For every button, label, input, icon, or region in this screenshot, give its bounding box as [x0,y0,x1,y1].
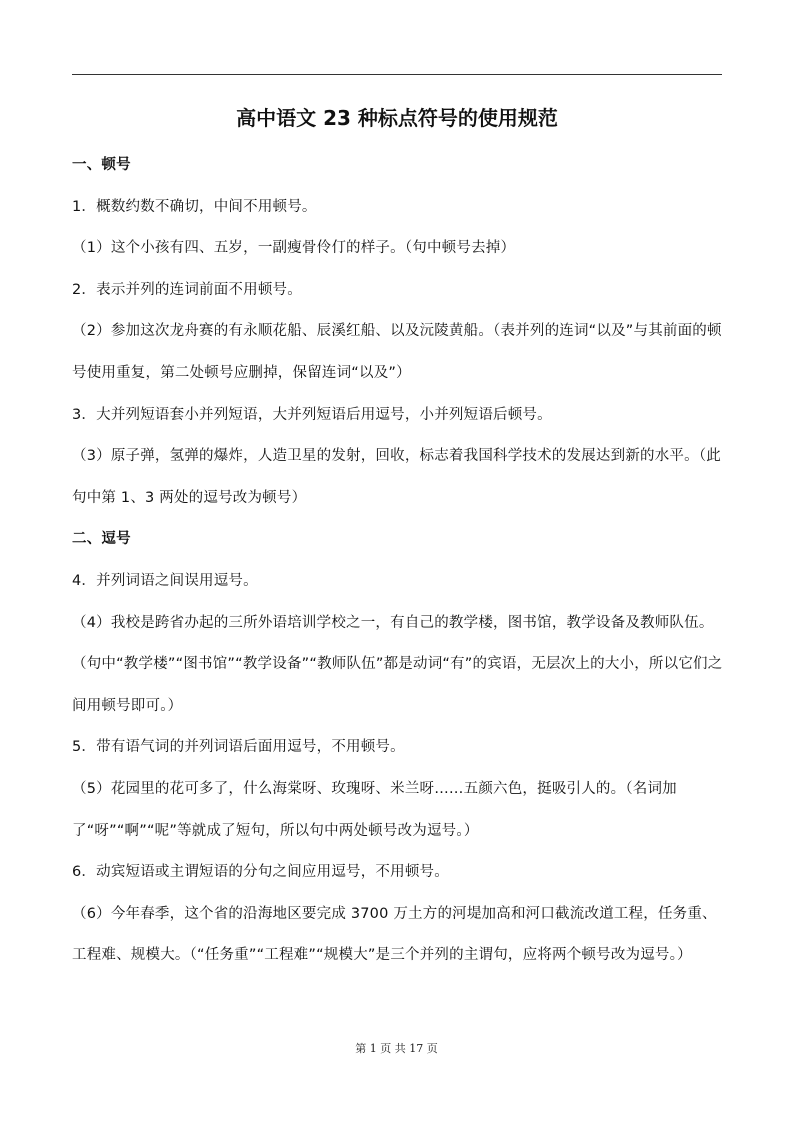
section-heading-dunhao: 一、顿号 [72,157,131,173]
example-item-2: （2）参加这次龙舟赛的有永顺花船、辰溪红船、以及沅陵黄船。（表并列的连词“以及”与其前面的顿号使用重复，第二处顿号应删掉，保留连词“以及”） [72,323,722,381]
header-rule [72,74,722,75]
rule-item-4: 4．并列词语之间误用逗号。 [72,572,258,589]
example-item-1: （1）这个小孩有四、五岁，一副瘦骨伶仃的样子。（句中顿号去掉） [72,240,516,257]
document-body [72,145,727,977]
rule-item-6: 6．动宾短语或主谓短语的分句之间应用逗号，不用顿号。 [72,864,449,881]
rule-item-2: 2．表示并列的连词前面不用顿号。 [72,281,302,298]
example-item-4: （4）我校是跨省办起的三所外语培训学校之一，有自己的教学楼，图书馆，教学设备及教师队伍。（句中“教学楼”“图书馆”“教学设备”“教师队伍”都是动词“有”的宾语，无层次上的大小，所以它们之间用顿号即可。） [72,614,723,714]
rule-item-5: 5．带有语气词的并列词语后面用逗号，不用顿号。 [72,739,405,756]
rule-item-1: 1．概数约数不确切，中间不用顿号。 [72,198,317,215]
example-item-5: （5）花园里的花可多了，什么海棠呀、玫瑰呀、米兰呀……五颜六色，挺吸引人的。（名词加了“呀”“啊”“呢”等就成了短句，所以句中两处顿号改为逗号。） [72,780,677,839]
document-title: 高中语文 23 种标点符号的使用规范 [236,106,558,130]
section-heading-douhao: 二、逗号 [72,531,131,548]
example-item-3: （3）原子弹，氢弹的爆炸，人造卫星的发射，回收，标志着我国科学技术的发展达到新的水平。（此句中第 1、3 两处的逗号改为顿号） [72,448,721,506]
rule-item-3: 3．大并列短语套小并列短语，大并列短语后用逗号，小并列短语后顿号。 [72,406,552,423]
page-number-footer: 第 1 页 共 17 页 [355,1042,438,1055]
example-item-6: （6）今年春季，这个省的沿海地区要完成 3700 万土方的河堤加高和河口截流改道工程，任务重、工程难、规模大。（“任务重”“工程难”“规模大”是三个并列的主谓句，应将两个顿号改为逗号。） [72,905,717,964]
